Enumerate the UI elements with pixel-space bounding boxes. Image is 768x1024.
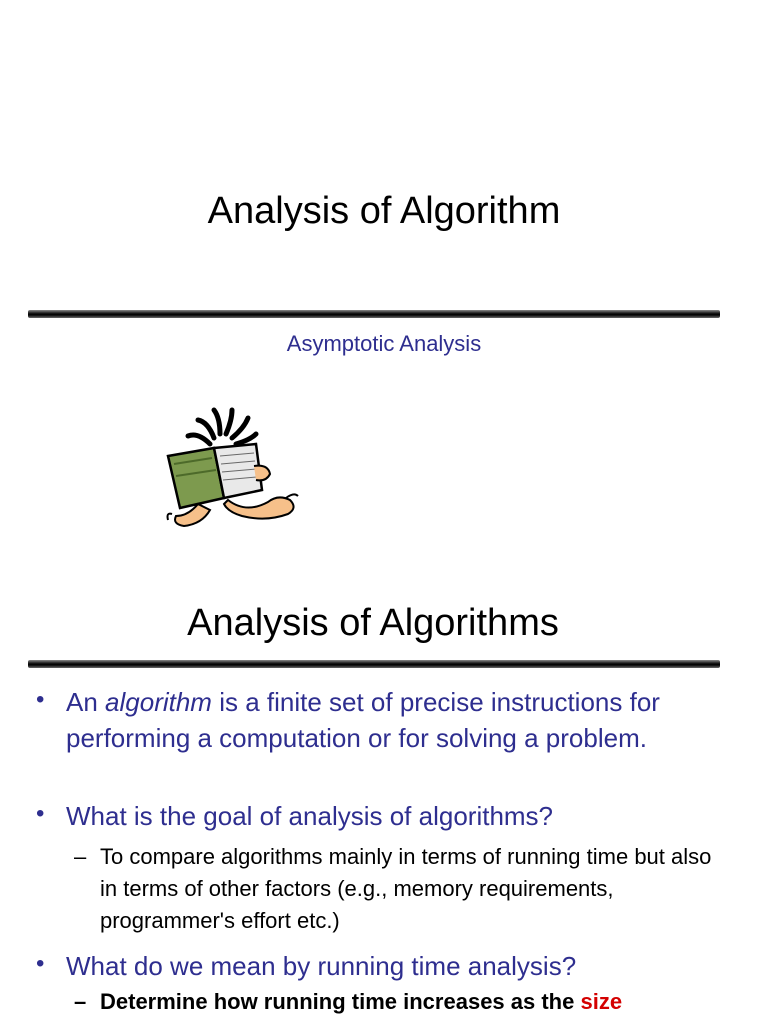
bullet1-suffix: is a finite set of precise instructions for performing a computation or for solving a problem. bbox=[66, 687, 660, 753]
bullet-marker: • bbox=[36, 950, 45, 977]
sub-bullet3-prefix: Determine how running time increases as the bbox=[100, 989, 581, 1014]
slide1-divider bbox=[28, 310, 720, 318]
reading-book-clipart-icon bbox=[158, 404, 306, 534]
bullet-running-time-question: What do we mean by running time analysis? bbox=[66, 951, 577, 981]
bullet-marker: • bbox=[36, 686, 45, 713]
slide2-title: Analysis of Algorithms bbox=[187, 602, 559, 644]
bullet1-emphasis: algorithm bbox=[105, 687, 212, 717]
sub-bullet-compare-algorithms: To compare algorithms mainly in terms of running time but also in terms of other factors (e.g., memory requirements, programmer's effort etc.) bbox=[100, 844, 712, 933]
sub-bullet-running-time-growth bbox=[100, 986, 720, 1018]
sub-bullet-marker: – bbox=[74, 989, 87, 1014]
sub-bullet-marker: – bbox=[74, 844, 87, 869]
bullet-marker: • bbox=[36, 800, 45, 827]
highlight-size: size bbox=[580, 989, 623, 1014]
slide1-title: Analysis of Algorithm bbox=[207, 190, 561, 232]
bullet-algorithm-definition bbox=[66, 684, 726, 756]
slide2-divider bbox=[28, 660, 720, 668]
bullet-analysis-goal: What is the goal of analysis of algorithms? bbox=[66, 801, 554, 831]
slide1-subtitle: Asymptotic Analysis bbox=[286, 331, 482, 356]
bullet1-prefix: An bbox=[66, 687, 106, 717]
